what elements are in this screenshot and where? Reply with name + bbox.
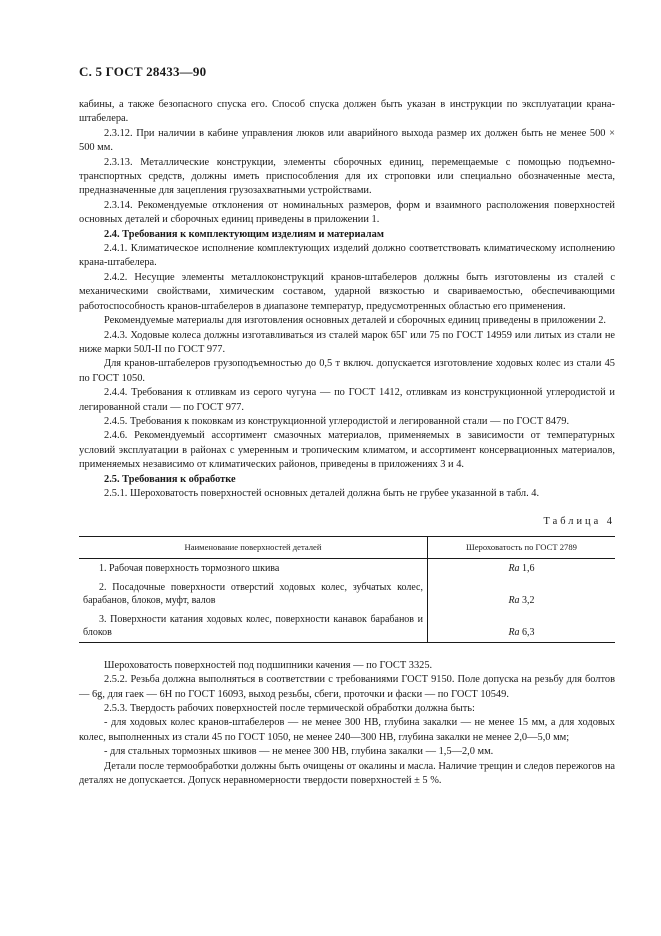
section-heading: 2.5. Требования к обработке <box>104 473 236 485</box>
table-cell-roughness: Ra 6,3 <box>428 610 616 643</box>
table-row <box>79 578 615 610</box>
table-cell-roughness: Ra 3,2 <box>508 594 535 606</box>
paragraph: 2.5.3. Твердость рабочих поверхностей после термической обработки должна быть: <box>104 703 475 714</box>
paragraph: 2.4.4. Требования к отливкам из серого чугуна — по ГОСТ 1412, отливкам из конструкционной углеродистой и легированной стали — по ГОСТ 977. <box>79 387 615 413</box>
paragraph: - для стальных тормозных шкивов — не менее 300 НВ, глубина закалки — 1,5—2,0 мм. <box>104 746 494 758</box>
paragraph: 2.3.14. Рекомендуемые отклонения от номинальных размеров, форм и взаимного расположения поверхностей основных деталей и сборочных единиц приведены в приложении 1. <box>79 199 615 226</box>
after-table-block <box>79 659 615 789</box>
table-header-roughness: Шероховатость по ГОСТ 2789 <box>428 536 616 558</box>
paragraph: 2.4.1. Климатическое исполнение комплектующих изделий должно соответствовать климатическому исполнению крана-штабелера. <box>79 243 615 269</box>
paragraph: Рекомендуемые материалы для изготовления основных деталей и сборочных единиц приведены в приложении 2. <box>104 315 606 327</box>
paragraph: 2.5.1. Шероховатость поверхностей основных деталей должна быть не грубее указанной в табл. 4. <box>104 487 540 499</box>
paragraph: Шероховатость поверхностей под подшипники качения — по ГОСТ 3325. <box>104 659 433 671</box>
paragraph: Детали после термообработки должны быть очищены от окалины и масла. Наличие трещин и следов пережогов на деталях не допускается. Допуск неравномерности твердости поверхностей ± 5 %. <box>79 760 615 787</box>
paragraph: Для кранов-штабелеров грузоподъемностью до 0,5 т включ. допускается изготовление ходовых колес из стали 45 по ГОСТ 1050. <box>79 358 615 384</box>
paragraph: 2.4.5. Требования к поковкам из конструкционной углеродистой и легированной стали — по ГОСТ 8479. <box>104 415 570 427</box>
paragraph: 2.5.2. Резьба должна выполняться в соответствии с требованиями ГОСТ 9150. Поле допуска на резьбу для болтов — 6g, для гаек — 6Н по ГОСТ 16093, выход резьбы, сбеги, проточки и фаски — по ГОСТ 10549. <box>79 674 615 700</box>
table-header-name: Наименование поверхностей деталей <box>79 536 428 558</box>
table-row <box>79 558 615 578</box>
paragraph: 2.3.13. Металлические конструкции, элементы сборочных единиц, перемещаемые с помощью подъемно-транспортных средств, должны иметь приспособления для их строповки или специально обозначенные места, предназначенные для зацепления грузозахватными устройствами. <box>79 156 615 197</box>
page-header: С. 5 ГОСТ 28433—90 <box>79 64 207 79</box>
paragraph: 2.4.2. Несущие элементы металлоконструкций кранов-штабелеров должны быть изготовлены из сталей с механическими свойствами, химическим составом, ударной вязкостью и свариваемостью, обеспечивающими работоспособность кранов-штабелеров в диапазоне температур, предусмотренных областью его применения. <box>79 271 615 312</box>
document-body <box>79 98 615 788</box>
table-row <box>79 610 615 643</box>
paragraph: 2.4.6. Рекомендуемый ассортимент смазочных материалов, применяемых в зависимости от температурных условий эксплуатации в районах с умеренным и тропическим климатом, и ассортимент консервационных материалов, применяемых независимо от климатических районов, приведены в приложениях 3 и 4. <box>79 430 615 471</box>
paragraph: 2.3.12. При наличии в кабине управления люков или аварийного выхода размер их должен быть не менее 500 × 500 мм. <box>79 127 615 154</box>
roughness-table <box>79 536 615 643</box>
table-cell-roughness: Ra 1,6 <box>508 562 535 574</box>
table-caption: Таблица 4 <box>543 516 615 528</box>
paragraph: 2.4.3. Ходовые колеса должны изготавливаться из сталей марок 65Г или 75 по ГОСТ 14959 или литых из стали не ниже марки 50Л-II по ГОСТ 977. <box>79 329 615 355</box>
table-cell-name: 1. Рабочая поверхность тормозного шкива <box>79 558 428 578</box>
table-cell-name: 3. Поверхности катания ходовых колес, поверхности канавок барабанов и блоков <box>79 610 428 643</box>
paragraph: кабины, а также безопасного спуска его. Способ спуска должен быть указан в инструкции по эксплуатации крана-штабелера. <box>79 99 615 125</box>
paragraph: - для ходовых колес кранов-штабелеров — не менее 300 НВ, глубина закалки — не менее 15 мм, а для ходовых колес, выполненных из стали 45 по ГОСТ 1050, не менее 240—300 НВ, глубина закалки не менее 2,0—5,0 мм; <box>79 717 615 743</box>
table-cell-name: 2. Посадочные поверхности отверстий ходовых колес, зубчатых колес, барабанов, блоков, муфт, валов <box>79 578 428 610</box>
section-heading: 2.4. Требования к комплектующим изделиям и материалам <box>104 228 384 240</box>
